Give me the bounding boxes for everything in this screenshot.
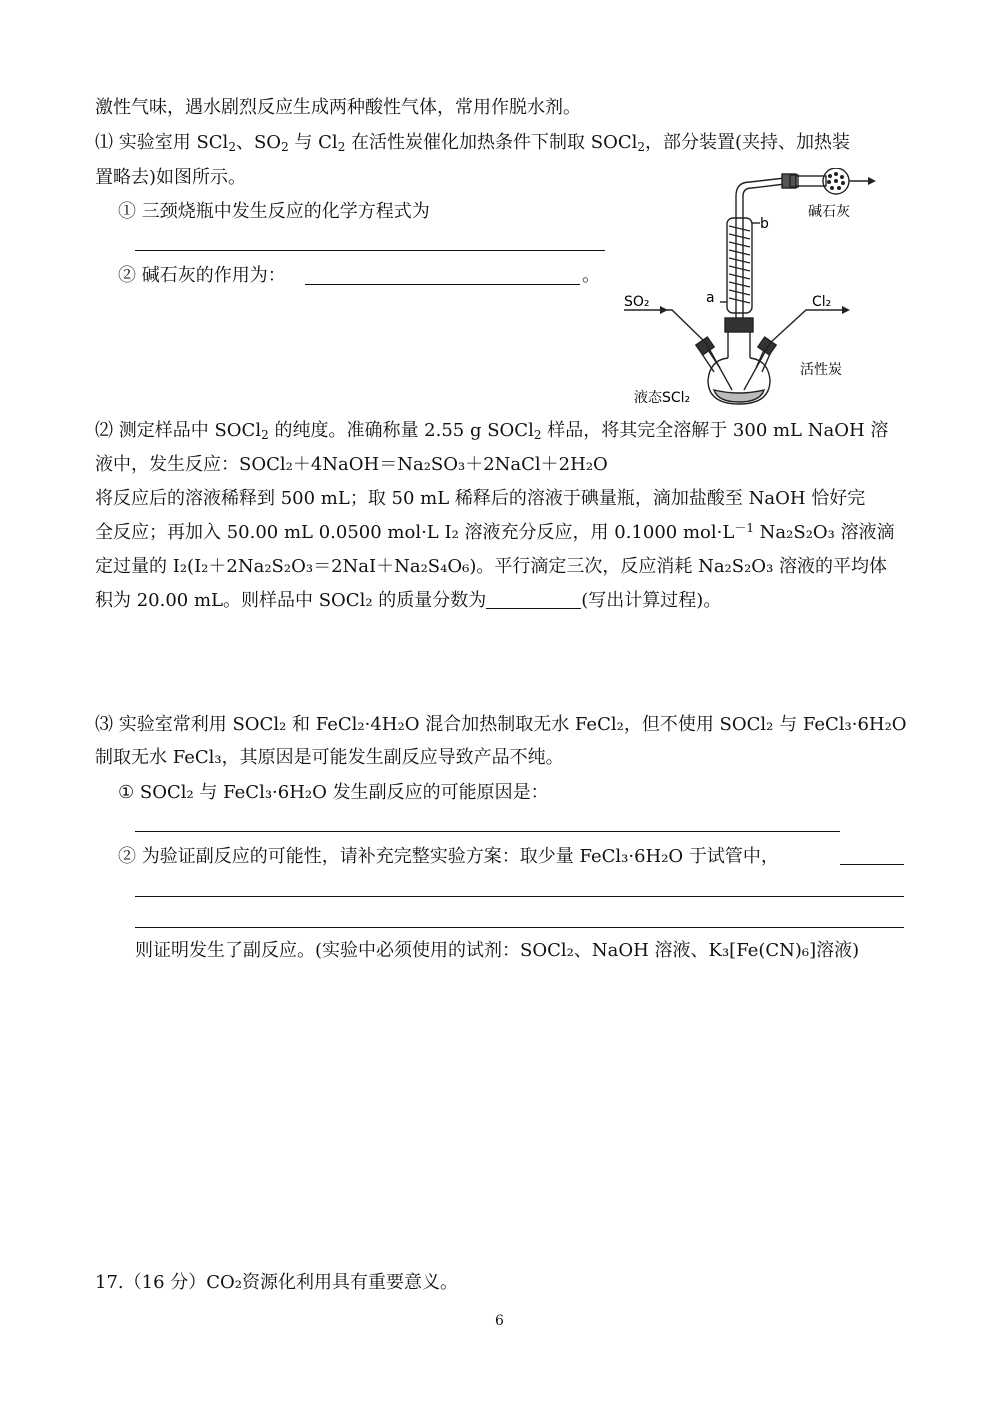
question-2-line-4: 全反应；再加入 50.00 mL 0.0500 mol·L I₂ 溶液充分反应，用 0.1000 $mol\cdot L^{-1}$ Na₂S₂O₃ 溶液滴 [95,521,895,543]
question-3-number: ⑶ [95,714,113,735]
label-so2-inlet: SO₂ [624,294,650,310]
page-number: 6 [495,1313,504,1329]
answer-blank-3-2b[interactable] [135,896,904,897]
question-1-part-1: ① 三颈烧瓶中发生反应的化学方程式为 [118,201,430,222]
label-soda-lime: 碱石灰 [808,204,850,220]
question-2-line-3: 将反应后的溶液稀释到 500 mL；取 50 mL 稀释后的溶液于碘量瓶，滴加盐酸至 NaOH 恰好完 [95,488,866,509]
question-3-conclusion: 则证明发生了副反应。(实验中必须使用的试剂：SOCl₂、NaOH 溶液、K₃[Fe(CN)₆]溶液) [135,940,860,961]
question-3-part-2: ② 为验证副反应的可能性，请补充完整实验方案：取少量 FeCl₃·6H₂O 于试管中， [118,846,779,867]
question-2-line-1: ⑵ 测定样品中 SOCl$_2$ 的纯度。准确称量 2.55 g SOCl$_2$ 样品，将其完全溶解于 300 mL NaOH 溶 [95,420,889,442]
answer-blank-3-2a[interactable] [840,864,904,865]
question-1-number: ⑴ [95,132,113,153]
question-2-number: ⑵ [95,420,113,441]
label-port-b: b [760,216,769,232]
question-1-line-1: ⑴ 实验室用 SCl$_2$、$SO_2$ 与 $Cl_2$ 在活性炭催化加热条件下制取 SOCl$_2$，部分装置(夹持、加热装 [95,132,851,154]
answer-blank-3-2c[interactable] [135,927,904,928]
answer-blank-2[interactable] [486,590,581,609]
question-2-equation: 液中，发生反应：SOCl₂＋4NaOH＝Na₂SO₃＋2NaCl＋2H₂O [95,454,608,475]
label-liquid-scl2: 液态SCl₂ [634,390,691,406]
label-activated-carbon: 活性炭 [800,362,842,378]
question-2-line-6: 积为 20.00 mL。则样品中 SOCl₂ 的质量分数为 (写出计算过程)。 [95,590,722,611]
question-1-part-2: ② 碱石灰的作用为： [118,265,286,286]
question-3-line-1: ⑶ 实验室常利用 SOCl₂ 和 FeCl₂·4H₂O 混合加热制取无水 FeCl₂，但不使用 SOCl₂ 与 FeCl₃·6H₂O [95,714,907,735]
text-line-intro: 激性气味，遇水剧烈反应生成两种酸性气体，常用作脱水剂。 [95,97,581,118]
apparatus-diagram [610,168,910,408]
label-port-a: a [706,290,715,306]
answer-blank-1-2[interactable] [305,284,580,285]
answer-blank-1-1[interactable] [135,250,605,251]
answer-blank-3-1[interactable] [135,831,840,832]
question-3-part-1: ① SOCl₂ 与 FeCl₃·6H₂O 发生副反应的可能原因是： [118,782,549,803]
question-2-line-5: 定过量的 I₂(I₂＋2Na₂S₂O₃＝2NaI＋Na₂S₄O₆)。平行滴定三次，反应消耗 Na₂S₂O₃ 溶液的平均体 [95,556,888,577]
label-cl2-inlet: Cl₂ [812,294,832,310]
question-3-line-2: 制取无水 FeCl₃，其原因是可能发生副反应导致产品不纯。 [95,747,564,768]
question-17-header: 17.（16 分）CO₂资源化利用具有重要意义。 [95,1272,458,1293]
question-1-line-2: 置略去)如图所示。 [95,167,247,188]
question-1-part-2-period: 。 [582,265,600,286]
